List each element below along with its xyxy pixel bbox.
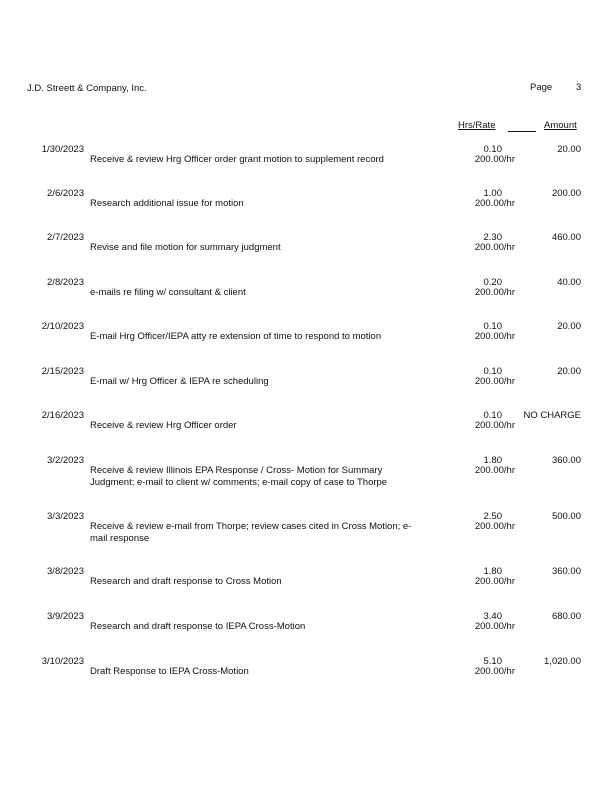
entry-amount: 20.00 bbox=[557, 366, 581, 377]
entry-date: 2/16/2023 bbox=[41, 410, 84, 421]
billing-entry bbox=[0, 611, 615, 651]
entry-hours: 2.30 bbox=[483, 232, 502, 243]
entry-date: 3/10/2023 bbox=[41, 656, 84, 667]
entry-description: E-mail w/ Hrg Officer & IEPA re scheduling bbox=[90, 376, 269, 387]
billing-entry bbox=[0, 321, 615, 361]
entry-amount: 360.00 bbox=[551, 455, 581, 466]
entry-amount: 360.00 bbox=[551, 566, 581, 577]
entry-description: Receive & review Illinois EPA Response / Cross- Motion for Summary Judgment; e-mail to client w/ comments; e-mail copy of case to Thorpe bbox=[90, 465, 388, 488]
billing-entry bbox=[0, 144, 615, 184]
entry-hours: 1.00 bbox=[483, 188, 502, 199]
entry-date: 3/8/2023 bbox=[47, 566, 84, 577]
column-header-amount: Amount bbox=[544, 120, 577, 131]
entry-rate: 200.00/hr bbox=[474, 154, 515, 165]
entry-hours: 5.10 bbox=[483, 656, 502, 667]
entry-rate: 200.00/hr bbox=[474, 576, 515, 587]
entry-rate: 200.00/hr bbox=[474, 331, 515, 342]
entry-description: Receive & review e-mail from Thorpe; review cases cited in Cross Motion; e-mail response bbox=[90, 521, 412, 544]
entry-description: Receive & review Hrg Officer order grant motion to supplement record bbox=[90, 154, 384, 165]
billing-entry bbox=[0, 656, 615, 696]
entry-description: Revise and file motion for summary judgment bbox=[90, 242, 281, 253]
entry-amount: 200.00 bbox=[551, 188, 581, 199]
entry-date: 2/10/2023 bbox=[41, 321, 84, 332]
billing-entry bbox=[0, 511, 615, 551]
entry-hours: 0.10 bbox=[483, 366, 502, 377]
entry-hours: 0.10 bbox=[483, 144, 502, 155]
entry-description: Research and draft response to IEPA Cross-Motion bbox=[90, 621, 306, 632]
entry-rate: 200.00/hr bbox=[474, 242, 515, 253]
entry-description: E-mail Hrg Officer/IEPA atty re extension of time to respond to motion bbox=[90, 331, 382, 342]
entry-description: Receive & review Hrg Officer order bbox=[90, 420, 237, 431]
billing-entry bbox=[0, 277, 615, 317]
entry-date: 2/8/2023 bbox=[47, 277, 84, 288]
billing-entry bbox=[0, 566, 615, 606]
entry-hours: 0.10 bbox=[483, 410, 502, 421]
entry-rate: 200.00/hr bbox=[474, 621, 515, 632]
entry-rate: 200.00/hr bbox=[474, 198, 515, 209]
billing-entry bbox=[0, 455, 615, 495]
entry-date: 2/15/2023 bbox=[41, 366, 84, 377]
entry-amount: NO CHARGE bbox=[523, 410, 581, 421]
entry-date: 3/2/2023 bbox=[47, 455, 84, 466]
entry-rate: 200.00/hr bbox=[474, 420, 515, 431]
entry-hours: 3.40 bbox=[483, 611, 502, 622]
entry-date: 2/6/2023 bbox=[47, 188, 84, 199]
entry-rate: 200.00/hr bbox=[474, 465, 515, 476]
entry-rate: 200.00/hr bbox=[474, 287, 515, 298]
entry-description: Draft Response to IEPA Cross-Motion bbox=[90, 666, 249, 677]
entry-rate: 200.00/hr bbox=[474, 376, 515, 387]
entry-hours: 1.80 bbox=[483, 566, 502, 577]
entry-amount: 680.00 bbox=[551, 611, 581, 622]
column-header-hrs-rate: Hrs/Rate bbox=[458, 120, 496, 131]
column-header-underline bbox=[508, 131, 536, 132]
entry-date: 3/3/2023 bbox=[47, 511, 84, 522]
billing-entry bbox=[0, 410, 615, 450]
company-name: J.D. Streett & Company, Inc. bbox=[27, 83, 147, 94]
entry-hours: 0.20 bbox=[483, 277, 502, 288]
page-label: Page bbox=[530, 82, 553, 93]
entry-date: 3/9/2023 bbox=[47, 611, 84, 622]
entry-description: Research additional issue for motion bbox=[90, 198, 244, 209]
billing-entry bbox=[0, 232, 615, 272]
entry-hours: 0.10 bbox=[483, 321, 502, 332]
entry-amount: 20.00 bbox=[557, 321, 581, 332]
entry-amount: 1,020.00 bbox=[544, 656, 581, 667]
entry-rate: 200.00/hr bbox=[474, 666, 515, 677]
entry-amount: 20.00 bbox=[557, 144, 581, 155]
entry-rate: 200.00/hr bbox=[474, 521, 515, 532]
entry-date: 2/7/2023 bbox=[47, 232, 84, 243]
entry-description: Research and draft response to Cross Motion bbox=[90, 576, 282, 587]
entry-amount: 460.00 bbox=[551, 232, 581, 243]
page-number: 3 bbox=[576, 82, 582, 93]
billing-entry bbox=[0, 188, 615, 228]
entry-hours: 1.80 bbox=[483, 455, 502, 466]
entry-amount: 500.00 bbox=[551, 511, 581, 522]
entry-hours: 2.50 bbox=[483, 511, 502, 522]
entry-description: e-mails re filing w/ consultant & client bbox=[90, 287, 246, 298]
billing-entry bbox=[0, 366, 615, 406]
entry-amount: 40.00 bbox=[557, 277, 581, 288]
entry-date: 1/30/2023 bbox=[41, 144, 84, 155]
